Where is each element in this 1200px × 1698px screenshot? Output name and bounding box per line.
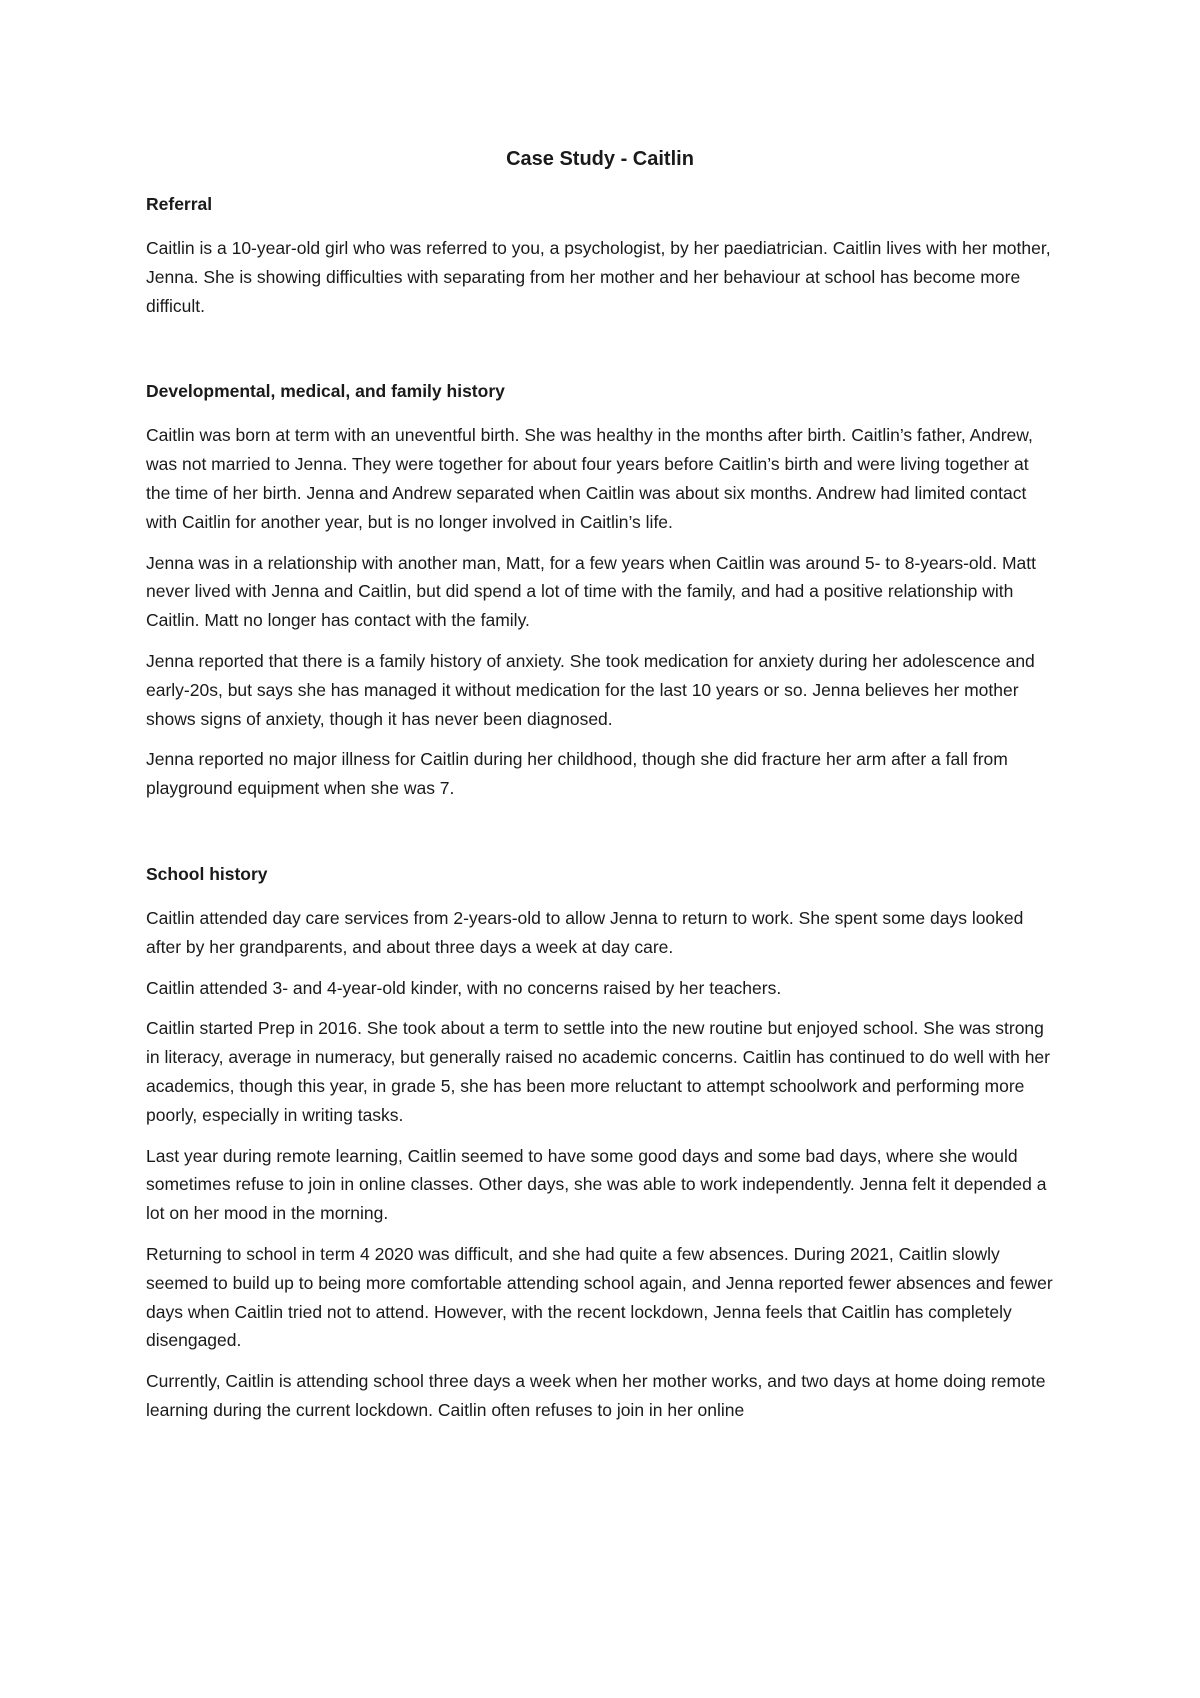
document-title: Case Study - Caitlin: [506, 148, 694, 170]
paragraph: Last year during remote learning, Caitlin seemed to have some good days and some bad days, where she would sometimes refuse to join in online classes. Other days, she was able to work independently. Jenna felt it depended a lot on her mood in the morning.: [146, 1145, 1047, 1224]
paragraph: Caitlin was born at term with an uneventful birth. She was healthy in the months after birth. Caitlin’s father, Andrew, was not married to Jenna. They were together for about four years before Caitlin’s birth and were living together at the time of her birth. Jenna and Andrew separated when Caitlin was about six months. Andrew had limited contact with Caitlin for another year, but is no longer involved in Caitlin’s life.: [146, 425, 1033, 532]
paragraph: Jenna was in a relationship with another man, Matt, for a few years when Caitlin was around 5- to 8-years-old. Matt never lived with Jenna and Caitlin, but did spend a lot of time with the family, and had a positive relationship with Caitlin. Matt no longer has contact with the family.: [146, 552, 1037, 631]
paragraph: Currently, Caitlin is attending school three days a week when her mother works, and two days at home doing remote learning during the current lockdown. Caitlin often refuses to join in her online: [146, 1371, 1046, 1420]
section-heading: Referral: [146, 194, 213, 214]
paragraph: Jenna reported that there is a family history of anxiety. She took medication for anxiety during her adolescence and early-20s, but says she has managed it without medication for the last 10 years or so. Jenna believes her mother shows signs of anxiety, though it has never been diagnosed.: [146, 650, 1035, 729]
section-heading: School history: [146, 863, 268, 884]
section-history: [146, 380, 1056, 803]
paragraph: Caitlin attended 3- and 4-year-old kinder, with no concerns raised by her teachers.: [146, 977, 782, 998]
paragraph: Caitlin started Prep in 2016. She took about a term to settle into the new routine but enjoyed school. She was strong in literacy, average in numeracy, but generally raised no academic concerns. Caitlin has continued to do well with her academics, though this year, in grade 5, she has been more reluctant to attempt schoolwork and performing more poorly, especially in writing tasks.: [146, 1018, 1050, 1125]
section-school-history: [146, 863, 1056, 1425]
paragraph: Caitlin attended day care services from 2-years-old to allow Jenna to return to work. She spent some days looked after by her grandparents, and about three days a week at day care.: [146, 907, 1024, 957]
paragraph: Jenna reported no major illness for Caitlin during her childhood, though she did fracture her arm after a fall from playground equipment when she was 7.: [146, 749, 1008, 799]
paragraph: Caitlin is a 10-year-old girl who was referred to you, a psychologist, by her paediatrician. Caitlin lives with her mother, Jenna. She is showing difficulties with separating from her mother and her behaviour at school has become more difficult.: [146, 238, 1051, 316]
section-heading: Developmental, medical, and family history: [146, 381, 505, 402]
section-referral: [146, 193, 1056, 320]
paragraph: Returning to school in term 4 2020 was difficult, and she had quite a few absences. During 2021, Caitlin slowly seemed to build up to being more comfortable attending school again, and Jenna reported fewer absences and fewer days when Caitlin tried not to attend. However, with the recent lockdown, Jenna feels that Caitlin has completely disengaged.: [146, 1243, 1053, 1351]
document-body: [146, 193, 1056, 1425]
